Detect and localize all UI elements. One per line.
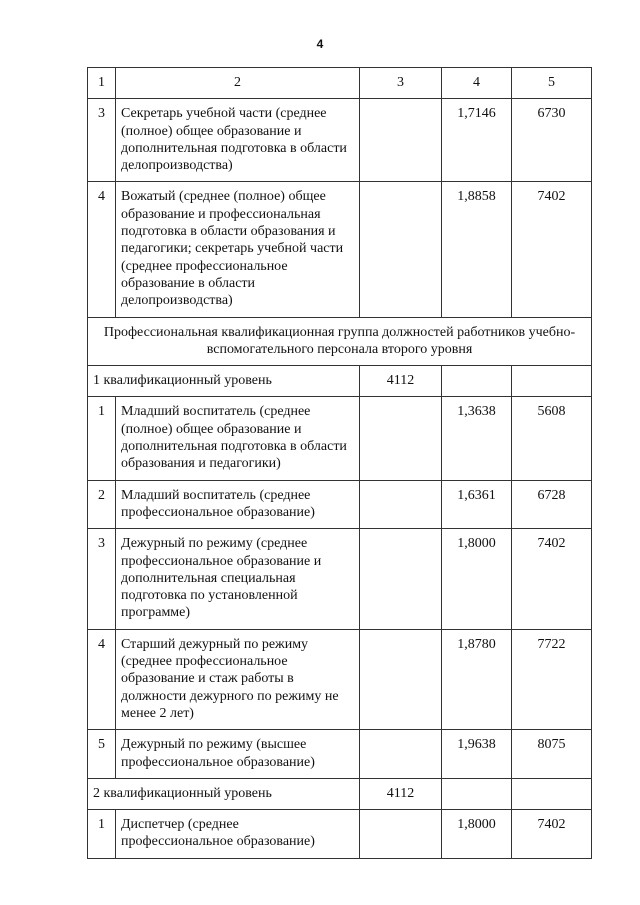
row-number: 1 [88,397,116,480]
salary: 6728 [512,480,592,529]
position-title: Диспетчер (среднее профессиональное образование) [116,810,360,859]
level-code: 4112 [360,778,442,809]
position-title: Старший дежурный по режиму (среднее профессиональное образование и стаж работы в должности дежурного по режиму не менее 2 лет) [116,629,360,729]
table-row [88,182,592,317]
group-title-row [88,317,592,366]
row-number: 5 [88,730,116,779]
empty-cell [512,366,592,397]
empty-code-cell [360,629,442,729]
salary: 6730 [512,99,592,182]
table-row [88,529,592,629]
position-title: Младший воспитатель (среднее (полное) общее образование и дополнительная подготовка в области образования и педагогики) [116,397,360,480]
level-row [88,778,592,809]
header-cell: 1 [88,68,116,99]
row-number: 2 [88,480,116,529]
row-number: 3 [88,99,116,182]
coefficient: 1,7146 [442,99,512,182]
salary: 7402 [512,529,592,629]
empty-cell [442,778,512,809]
header-cell: 5 [512,68,592,99]
position-title: Вожатый (среднее (полное) общее образование и профессиональная подготовка в области образования и педагогики; секретарь учебной части (среднее профессиональное образование в области делопроизводства) [116,182,360,317]
empty-code-cell [360,182,442,317]
row-number: 4 [88,629,116,729]
position-title: Дежурный по режиму (среднее профессиональное образование и дополнительная специальная подготовка по установленной программе) [116,529,360,629]
salary: 7402 [512,810,592,859]
coefficient: 1,9638 [442,730,512,779]
coefficient: 1,8000 [442,810,512,859]
table-row [88,397,592,480]
coefficient: 1,8780 [442,629,512,729]
salary: 5608 [512,397,592,480]
empty-code-cell [360,397,442,480]
empty-code-cell [360,810,442,859]
position-title: Младший воспитатель (среднее профессиональное образование) [116,480,360,529]
salary: 7402 [512,182,592,317]
empty-cell [512,778,592,809]
salary-table [87,67,592,859]
table-row [88,629,592,729]
level-row [88,366,592,397]
coefficient: 1,6361 [442,480,512,529]
row-number: 4 [88,182,116,317]
salary: 8075 [512,730,592,779]
level-label: 2 квалификационный уровень [88,778,360,809]
coefficient: 1,8858 [442,182,512,317]
table-row [88,730,592,779]
position-title: Дежурный по режиму (высшее профессиональное образование) [116,730,360,779]
coefficient: 1,8000 [442,529,512,629]
table-row [88,480,592,529]
table-row [88,99,592,182]
header-cell: 3 [360,68,442,99]
empty-code-cell [360,480,442,529]
header-cell: 2 [116,68,360,99]
level-code: 4112 [360,366,442,397]
row-number: 1 [88,810,116,859]
table-header-row [88,68,592,99]
group-title: Профессиональная квалификационная группа должностей работников учебно-вспомогательного персонала второго уровня [88,317,592,366]
empty-code-cell [360,529,442,629]
position-title: Секретарь учебной части (среднее (полное) общее образование и дополнительная подготовка в области делопроизводства) [116,99,360,182]
table-row [88,810,592,859]
level-label: 1 квалификационный уровень [88,366,360,397]
empty-cell [442,366,512,397]
salary: 7722 [512,629,592,729]
row-number: 3 [88,529,116,629]
empty-code-cell [360,730,442,779]
header-cell: 4 [442,68,512,99]
coefficient: 1,3638 [442,397,512,480]
page-number: 4 [316,37,324,51]
empty-code-cell [360,99,442,182]
